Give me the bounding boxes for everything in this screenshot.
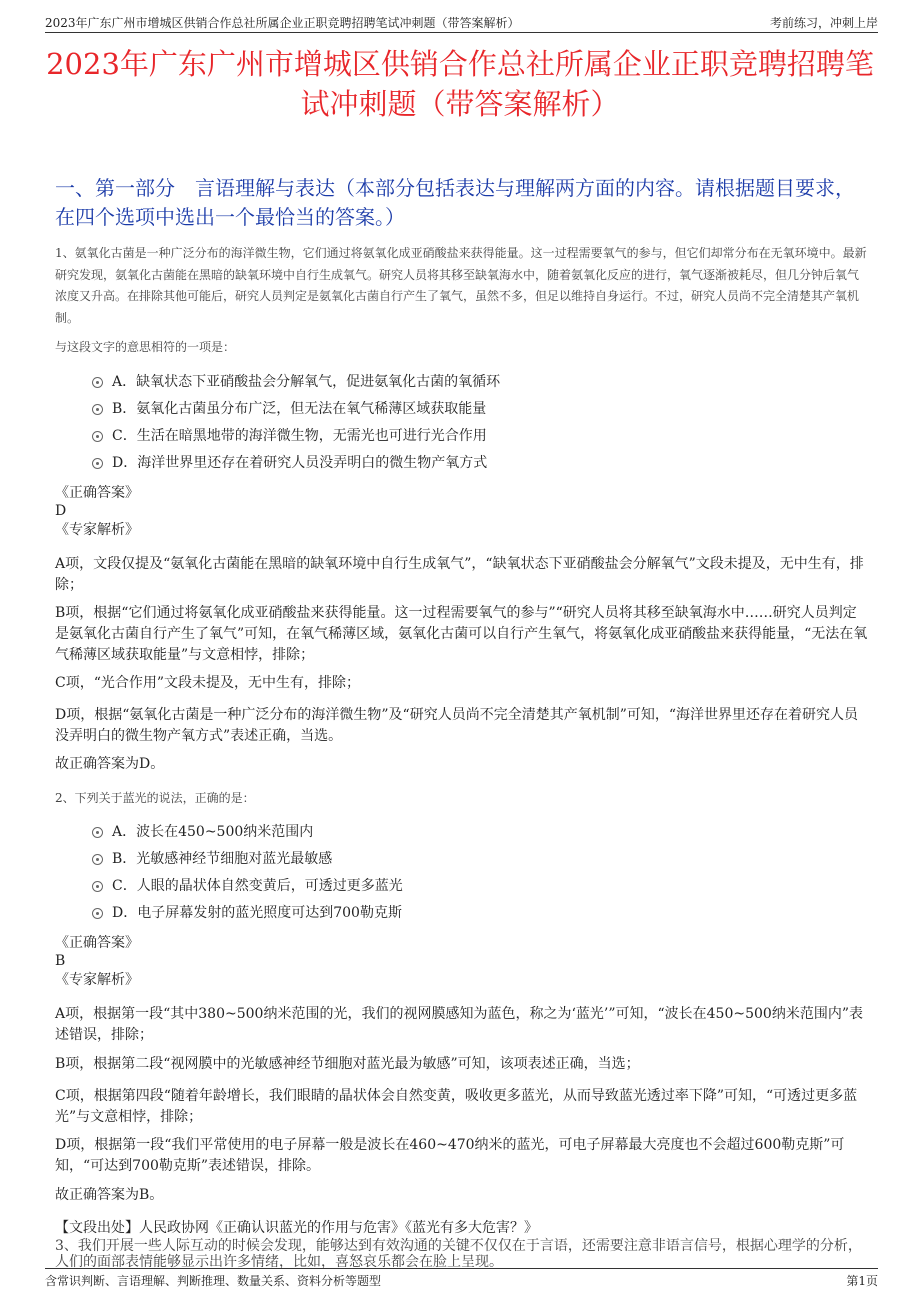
analysis-c: C项，“光合作用”文段未提及，无中生有，排除；	[55, 675, 361, 691]
option-label: B．光敏感神经节细胞对蓝光最敏感	[112, 851, 333, 867]
option-a[interactable]	[92, 819, 403, 846]
analysis-d: D项，根据第一段“我们平常使用的电子屏幕一般是波长在460~470纳米的蓝光，可电子屏幕最大亮度也不会超过600勒克斯”可知，“可达到700勒克斯”表述错误，排除。	[55, 1137, 845, 1174]
analysis-d: D项，根据“氨氧化古菌是一种广泛分布的海洋微生物”及“研究人员尚不完全清楚其产氧机制”可知，“海洋世界里还存在着研究人员没弄明白的微生物产氧方式”表述正确，当选。	[55, 707, 859, 744]
answer-value: D	[55, 503, 67, 519]
analysis-a: A项，文段仅提及“氨氧化古菌能在黑暗的缺氧环境中自行生成氧气”，“缺氧状态下亚硝酸盐会分解氧气”文段未提及，无中生有，排除；	[55, 556, 864, 593]
option-label: B．氨氧化古菌虽分布广泛，但无法在氧气稀薄区域获取能量	[112, 401, 487, 417]
option-b[interactable]	[92, 846, 403, 873]
radio-icon[interactable]	[92, 431, 103, 442]
answer-value: B	[55, 953, 66, 969]
analysis-label: 《专家解析》	[55, 972, 139, 988]
option-label: C．人眼的晶状体自然变黄后，可透过更多蓝光	[112, 878, 403, 894]
analysis-b: B项，根据“它们通过将氨氧化成亚硝酸盐来获得能量。这一过程需要氧气的参与”“研究人员将其移至缺氧海水中……研究人员判定是氨氧化古菌自行产生了氧气”可知，在氧气稀薄区域，氨氧化古菌可以自行产生氧气，将氨氧化成亚硝酸盐来获得能量，“无法在氧气稀薄区域获取能量”与文意相悖，排除；	[55, 605, 868, 663]
question-1-passage: 1、氨氧化古菌是一种广泛分布的海洋微生物，它们通过将氨氧化成亚硝酸盐来获得能量。这一过程需要氧气的参与，但它们却常分布在无氧环境中。最新研究发现，氨氧化古菌能在黑暗的缺氧环境中自行生成氧气。研究人员将其移至缺氧海水中，随着氨氧化反应的进行，氧气逐渐被耗尽，但几分钟后氧气浓度又升高。在排除其他可能后，研究人员判定是氨氧化古菌自行产生了氧气，虽然不多，但足以维持自身运行。不过，研究人员尚不完全清楚其产氧机制。	[55, 246, 867, 325]
header-slogan: 考前练习，冲刺上岸	[769, 16, 878, 30]
option-label: D．电子屏幕发射的蓝光照度可达到700勒克斯	[112, 905, 402, 921]
header-doc-title: 2023年广东广州市增城区供销合作总社所属企业正职竞聘招聘笔试冲刺题（带答案解析）	[45, 16, 520, 30]
radio-icon[interactable]	[92, 458, 103, 469]
page-number: 第1页	[846, 1274, 878, 1288]
analysis-a: A项，根据第一段“其中380~500纳米范围的光，我们的视网膜感知为蓝色，称之为‘蓝光’”可知，“波长在450~500纳米范围内”表述错误，排除；	[55, 1006, 863, 1043]
option-b[interactable]	[92, 396, 500, 423]
radio-icon[interactable]	[92, 377, 103, 388]
option-d[interactable]	[92, 900, 403, 927]
option-a[interactable]	[92, 369, 500, 396]
page-footer	[45, 1268, 878, 1291]
option-d[interactable]	[92, 450, 500, 477]
option-c[interactable]	[92, 423, 500, 450]
option-c[interactable]	[92, 873, 403, 900]
source-citation: 【文段出处】人民政协网《正确认识蓝光的作用与危害》《蓝光有多大危害？》	[55, 1220, 538, 1236]
radio-icon[interactable]	[92, 827, 103, 838]
answer-label: 《正确答案》	[55, 935, 139, 951]
analysis-conclusion: 故正确答案为D。	[55, 756, 165, 772]
option-label: A．缺氧状态下亚硝酸盐会分解氧气，促进氨氧化古菌的氧循环	[112, 374, 501, 390]
radio-icon[interactable]	[92, 854, 103, 865]
next-question-cut-off: 3、我们开展一些人际互动的时候会发现，能够达到有效沟通的关键不仅仅在于言语，还需要注意非语言信号，根据心理学的分析，人们的面部表情能够显示出许多情绪，比如，喜怒哀乐都会在脸上呈现。	[55, 1238, 862, 1270]
analysis-c: C项，根据第四段“随着年龄增长，我们眼睛的晶状体会自然变黄，吸收更多蓝光，从而导致蓝光透过率下降”可知，“可透过更多蓝光”与文意相悖，排除；	[55, 1088, 858, 1125]
radio-icon[interactable]	[92, 908, 103, 919]
question-2-prompt: 2、下列关于蓝光的说法，正确的是：	[55, 791, 255, 805]
section-heading: 一、第一部分 言语理解与表达（本部分包括表达与理解两方面的内容。请根据题目要求，在四个选项中选出一个最恰当的答案。）	[55, 176, 855, 229]
question-1-prompt: 与这段文字的意思相符的一项是：	[55, 340, 236, 354]
analysis-b: B项，根据第二段“视网膜中的光敏感神经节细胞对蓝光最为敏感”可知，该项表述正确，当选；	[55, 1056, 640, 1072]
radio-icon[interactable]	[92, 881, 103, 892]
analysis-conclusion: 故正确答案为B。	[55, 1187, 164, 1203]
option-label: C．生活在暗黑地带的海洋微生物，无需光也可进行光合作用	[112, 428, 487, 444]
option-label: A．波长在450~500纳米范围内	[112, 824, 314, 840]
answer-label: 《正确答案》	[55, 485, 139, 501]
analysis-label: 《专家解析》	[55, 522, 139, 538]
radio-icon[interactable]	[92, 404, 103, 415]
footer-question-types: 含常识判断、言语理解、判断推理、数量关系、资料分析等题型	[45, 1274, 382, 1288]
question-1-options	[92, 369, 500, 477]
question-2-options	[92, 819, 403, 927]
page-header	[45, 12, 878, 33]
document-title: 2023年广东广州市增城区供销合作总社所属企业正职竞聘招聘笔试冲刺题（带答案解析）	[46, 47, 874, 121]
option-label: D．海洋世界里还存在着研究人员没弄明白的微生物产氧方式	[112, 455, 488, 471]
